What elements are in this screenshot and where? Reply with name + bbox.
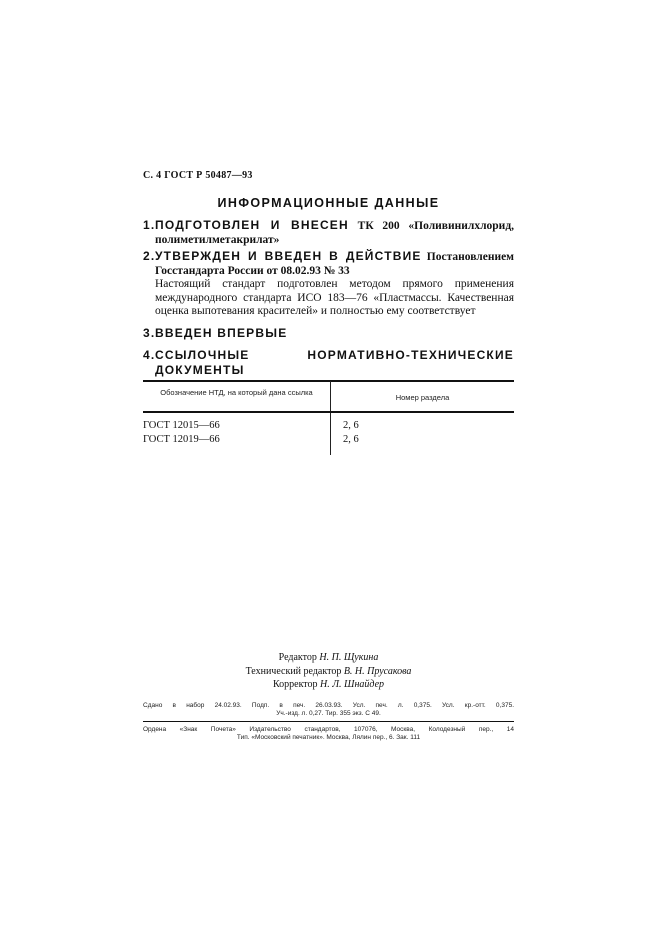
table-row-1-section: 2, 6 xyxy=(343,420,359,431)
item-number: 1. xyxy=(143,218,156,232)
table-header-rule xyxy=(143,411,514,413)
info-item-4 xyxy=(143,349,514,378)
credit-editor: Редактор Н. П. Щукина xyxy=(278,652,379,663)
item-note: Настоящий стандарт подготовлен методом прямого применения международного стандарта ИСО 183—76 «Пластмассы. Качественная оценка выпотевания красителей» и полностью ему соответствует xyxy=(155,278,514,317)
section-title: ИНФОРМАЦИОННЫЕ ДАННЫЕ xyxy=(217,196,440,210)
publication-line-1: Сдано в набор 24.02.93. Подп. в печ. 26.03.93. Усл. печ. л. 0,375. Усл. кр.-отт. 0,375. xyxy=(143,702,514,709)
table-header-designation: Обозначение НТД, на который дана ссылка xyxy=(160,388,313,397)
publication-line-2: Уч.-изд. л. 0,27. Тир. 355 экз. С 49. xyxy=(276,710,381,717)
credit-proofreader: Корректор Н. Л. Шнайдер xyxy=(272,679,385,690)
item-number: 2. xyxy=(143,249,156,263)
publication-rule xyxy=(143,721,514,722)
publication-line-3: Ордена «Знак Почета» Издательство стандартов, 107076, Москва, Колодезный пер., 14 xyxy=(143,726,514,733)
publication-line-4: Тип. «Московский печатник». Москва, Лялин пер., 6. Зак. 111 xyxy=(236,734,421,741)
item-text: ТК 200 «Поливинилхлорид, полиметилметакрилат» xyxy=(155,220,515,246)
page-header: С. 4 ГОСТ Р 50487—93 xyxy=(143,170,253,181)
info-item-1 xyxy=(143,219,514,247)
table-top-rule xyxy=(143,380,514,382)
table-header-section: Номер раздела xyxy=(395,393,450,402)
item-number: 4. xyxy=(143,348,156,362)
info-item-2 xyxy=(143,250,514,319)
item-text: Постановлением Госстандарта России от 08.02.93 № 33 xyxy=(155,251,515,277)
table-row-2-section: 2, 6 xyxy=(343,434,359,445)
item-number: 3. xyxy=(143,326,156,340)
table-row-2-designation: ГОСТ 12019—66 xyxy=(143,434,220,445)
item-heading: ПОДГОТОВЛЕН И ВНЕСЕН xyxy=(155,218,349,232)
item-heading: УТВЕРЖДЕН И ВВЕДЕН В ДЕЙСТВИЕ xyxy=(155,249,422,263)
editorial-credits xyxy=(143,651,514,692)
item-heading: ВВЕДЕН ВПЕРВЫЕ xyxy=(155,326,288,340)
credit-technical-editor: Технический редактор В. Н. Прусакова xyxy=(245,665,412,677)
info-item-3 xyxy=(143,327,514,342)
table-row-1-designation: ГОСТ 12015—66 xyxy=(143,420,220,431)
item-heading: ССЫЛОЧНЫЕ НОРМАТИВНО-ТЕХНИЧЕСКИЕ ДОКУМЕНТЫ xyxy=(155,348,514,377)
